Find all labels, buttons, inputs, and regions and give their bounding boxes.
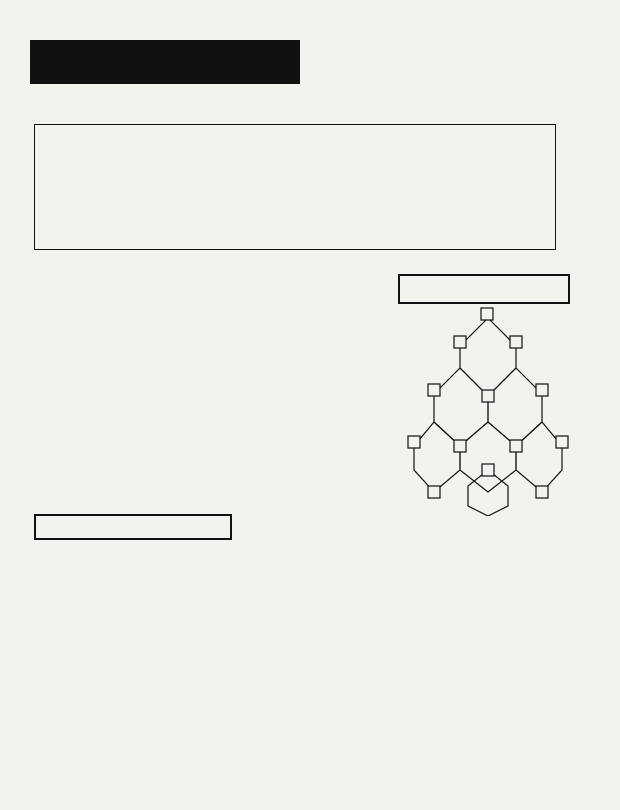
tangent-title-box — [398, 274, 570, 304]
section-title-box — [30, 40, 300, 84]
tangent-figure — [398, 306, 578, 516]
labyrinth-puzzle — [30, 262, 390, 508]
biography-column-1 — [34, 548, 229, 549]
biography-title-box — [34, 514, 232, 540]
crossword-grid — [34, 124, 556, 250]
